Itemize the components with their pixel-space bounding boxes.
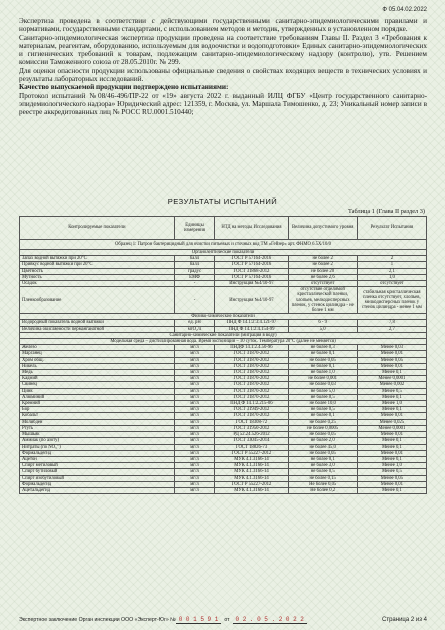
table-cell: не более 0,05: [288, 432, 357, 438]
table-cell: Спирт бутиловый: [20, 469, 175, 475]
table-cell: 1,0: [357, 274, 426, 280]
table-cell: Кобальт: [20, 413, 175, 419]
table-cell: ПНД Ф 14.1:2:4.154-99: [215, 326, 288, 332]
table-cell: Менее 0,05: [357, 475, 426, 481]
table-cell: 6 - 9: [288, 320, 357, 326]
table-cell: ГОСТ 31870-2012: [215, 370, 288, 376]
table-cell: ед. рН: [174, 320, 215, 326]
table-cell: Менее 0,01: [357, 351, 426, 357]
table-header-row: [20, 217, 427, 240]
table-cell: Менее 0,5: [357, 469, 426, 475]
table-cell: не более 0,05: [288, 450, 357, 456]
table-cell: ЕМФ: [174, 274, 215, 280]
table-cell: мгО₂/л: [174, 326, 215, 332]
table-cell: Менее 1,0: [357, 401, 426, 407]
table-cell: не более 2: [288, 256, 357, 262]
table-cell: Ацетальдегид: [20, 487, 175, 493]
table-cell: Менее 0,025: [357, 419, 426, 425]
table-cell: мг/л: [174, 456, 215, 462]
table-cell: Менее 0,03: [357, 345, 426, 351]
footer-label: Экспертное заключение Орган инспекции ООО «Эксперт-Юг» №: [19, 617, 176, 623]
table-cell: мг/л: [174, 444, 215, 450]
table-cell: ГОСТ Р 55227-2012: [215, 481, 288, 487]
table-cell: Менее 0,1: [357, 444, 426, 450]
table-cell: Менее 0,01: [357, 363, 426, 369]
table-cell: не более 0,001: [288, 376, 357, 382]
table-cell: Менее 0,1: [357, 438, 426, 444]
table-cell: ГОСТ 31870-2012: [215, 388, 288, 394]
table-cell: 2,1: [357, 268, 426, 274]
table-cell: ГОСТ 31870-2012: [215, 376, 288, 382]
results-title: РЕЗУЛЬТАТЫ ИСПЫТАНИЙ: [167, 197, 278, 206]
intro-paragraph-3: Для оценки опасности продукции использованы официальные сведения о свойствах входящих веществ в технических условиях и результаты лабораторных исследований.: [19, 66, 427, 84]
table-cell: градус: [174, 268, 215, 274]
table-cell: мг/л: [174, 463, 215, 469]
table-cell: мг/л: [174, 419, 215, 425]
table-cell: мг/л: [174, 407, 215, 413]
table-cell: Хром общ.: [20, 357, 175, 363]
sample-row: [20, 240, 427, 250]
table-cell: отсутствует: [288, 281, 357, 287]
table-cell: мг/л: [174, 370, 215, 376]
table-cell: 2,7: [357, 326, 426, 332]
table-cell: Формальдегид: [20, 481, 175, 487]
table-cell: Водородный показатель водной вытяжки: [20, 320, 175, 326]
table-cell: Нитраты (по NO₃⁻): [20, 444, 175, 450]
quality-heading: Качество выпускаемой продукции подтверждено испытаниями:: [19, 83, 229, 92]
table-cell: Цинк: [20, 388, 175, 394]
table-cell: не более 2,0: [288, 438, 357, 444]
footer-date: 0 2 . 0 5 . 2 0 2 2: [233, 616, 307, 624]
table-cell: Менее 0,01: [357, 432, 426, 438]
table-cell: МУК 4.1.3166-14: [215, 456, 288, 462]
table-cell: 5,0: [288, 326, 357, 332]
table-cell: не более 0,1: [288, 456, 357, 462]
table-cell: ГОСТ 31949-2012: [215, 407, 288, 413]
table-cell: мг/л: [174, 425, 215, 431]
table-row: [20, 287, 427, 314]
table-cell: 2: [357, 256, 426, 262]
table-cell: Менее 0,05: [357, 357, 426, 363]
table-cell: ГОСТ 31870-2012: [215, 363, 288, 369]
intro-paragraph-4: Протокол испытаний №08/46-496/ПР-22 от «19» августа 2022 г. выданный ИЛЦ ФГБУ «Центр государственного санитарно-эпидемиологического надзора» Юридический адрес: 121359, г. Москва, ул. Маршала Тимошенко, д. 23; Уникальный номер записи в реестре аккредитованных лиц № РОСС RU.0001.510440;: [19, 91, 427, 117]
table-cell: мг/л: [174, 345, 215, 351]
header-cell: Единицы измерения: [174, 217, 215, 240]
table-cell: Менее 0,0001: [357, 376, 426, 382]
intro-paragraph-2: Санитарно-эпидемиологическая экспертиза продукции проведена на соответствие требованиям Главы II. Раздел 3 «Требования к материалам, реагентам, оборудованию, используемым для водоочистки и водоподготовки» Единых санитарно-эпидемиологических и гигиенических требований к товарам, подлежащим санитарно-эпидемиологическому надзору (контролю), утв. Решением комиссии Таможенного союза от 28.05.2010г. № 299.: [19, 33, 427, 67]
table-cell: не более 0,05: [288, 357, 357, 363]
table-cell: Кремний: [20, 401, 175, 407]
table-cell: балл: [174, 256, 215, 262]
table-cell: ГОСТ 18826-73: [215, 444, 288, 450]
table-cell: 7,8: [357, 320, 426, 326]
section-title: Органолептические показатели: [20, 250, 427, 256]
section-title: Санитарно-химические показатели (миграция в воду): [20, 332, 427, 338]
table-cell: Менее 0,01: [357, 481, 426, 487]
table-cell: отсутствие отделимой кристаллической пленки, хлопьев, мелкодисперсных пленок, у стенок цилиндра - не более 1 мм: [288, 287, 357, 314]
table-cell: Инструкция №4/10-97: [215, 287, 288, 314]
table-cell: не более 45,0: [288, 444, 357, 450]
header-cell: Контролируемые показатели: [20, 217, 175, 240]
table-cell: не более 0,0005: [288, 425, 357, 431]
table-cell: не более 0,3: [288, 345, 357, 351]
table-cell: балл: [174, 262, 215, 268]
table-cell: Кадмий: [20, 376, 175, 382]
table-cell: Менее 0,1: [357, 370, 426, 376]
table-cell: не более 0,1: [288, 351, 357, 357]
table-cell: МУК 4.1.3166-14: [215, 487, 288, 493]
table-cell: ГОСТ 31870-2012: [215, 382, 288, 388]
table-cell: мг/л: [174, 450, 215, 456]
table-cell: ГОСТ Р 55227-2012: [215, 450, 288, 456]
table-cell: Медь: [20, 370, 175, 376]
table-cell: Менее 1,0: [357, 463, 426, 469]
table-cell: Менее 0,1: [357, 456, 426, 462]
table-cell: МУК 4.1.3166-14: [215, 469, 288, 475]
table-cell: стабильная кристаллическая пленка отсутствует, хлопьев, мелкодисперсных пленок у стенок цилиндра - менее 1 мм: [357, 287, 426, 314]
document-code: Ф 05.04.02.2022: [382, 7, 427, 13]
footer-number: 0 0 1 5 9 1: [176, 616, 222, 624]
table-cell: 1: [357, 262, 426, 268]
table-cell: -: [174, 281, 215, 287]
table-cell: мг/л: [174, 351, 215, 357]
table-cell: не более 0,5: [288, 469, 357, 475]
table-cell: Не более 0,05: [288, 481, 357, 487]
table-cell: мг/л: [174, 475, 215, 481]
table-cell: -: [174, 287, 215, 314]
header-cell: НТД на методы Исследования: [215, 217, 288, 240]
table-cell: ГОСТ 31870-2012: [215, 351, 288, 357]
table-cell: ГОСТ Р 57164-2016: [215, 256, 288, 262]
table-cell: мг/л: [174, 401, 215, 407]
table-cell: ГОСТ 33045-2014: [215, 438, 288, 444]
table-cell: не более 0,03: [288, 382, 357, 388]
table-cell: Молибден: [20, 419, 175, 425]
table-cell: Менее 0,5: [357, 388, 426, 394]
table-cell: не более 0,25: [288, 419, 357, 425]
table-cell: Формальдегид: [20, 450, 175, 456]
table-cell: ГОСТ Р 57164-2016: [215, 274, 288, 280]
table-cell: не более 0,5: [288, 394, 357, 400]
table-cell: Алюминий: [20, 394, 175, 400]
sample-cell: Образец 1: Патрон бактерицидный для очистки питьевых и сточных вод ТМ «Гейзер» арт. ФНМО 6.5X/10/0: [20, 240, 427, 250]
table-cell: не более 3,0: [288, 463, 357, 469]
table-cell: Бор: [20, 407, 175, 413]
table-cell: Менее 0,1: [357, 394, 426, 400]
table-cell: Менее 0,01: [357, 413, 426, 419]
table-cell: Мутность: [20, 274, 175, 280]
section-title: Физико-химические показатели: [20, 314, 427, 320]
table-cell: не более 0,5: [288, 407, 357, 413]
table-cell: Пленкообразование: [20, 287, 175, 314]
table-cell: не более 20: [288, 268, 357, 274]
table-caption: Таблица 1 (Глава II раздел 3): [347, 208, 425, 215]
page-number: Страница 2 из 4: [382, 617, 427, 623]
table-cell: Запах водной вытяжки при 20°С: [20, 256, 175, 262]
table-cell: мг/л: [174, 469, 215, 475]
table-cell: Спирт метиловый: [20, 463, 175, 469]
table-cell: Привкус водной вытяжки при 20°С: [20, 262, 175, 268]
results-table: [19, 216, 427, 494]
table-cell: Железо: [20, 345, 175, 351]
table-cell: мг/л: [174, 394, 215, 400]
table-cell: Мышьяк: [20, 432, 175, 438]
table-cell: мг/л: [174, 388, 215, 394]
table-cell: Марганец: [20, 351, 175, 357]
table-cell: не более 2: [288, 262, 357, 268]
intro-text: [19, 17, 427, 117]
header-cell: Величина допустимого уровня: [288, 217, 357, 240]
table-cell: не более 0,15: [288, 475, 357, 481]
table-cell: не более 0,1: [288, 413, 357, 419]
table-cell: Менее 0,1: [357, 407, 426, 413]
table-cell: мг/л: [174, 438, 215, 444]
table-cell: ГОСТ 18308-72: [215, 419, 288, 425]
table-cell: Не более 0,2: [288, 487, 357, 493]
table-cell: Свинец: [20, 382, 175, 388]
table-cell: Величина окисляемости перманганатной: [20, 326, 175, 332]
table-cell: Спирт изобутиловый: [20, 475, 175, 481]
table-cell: не более 10,0: [288, 401, 357, 407]
table-cell: не более 0,1: [288, 363, 357, 369]
table-cell: МУК 4.1.3166-14: [215, 475, 288, 481]
footer: [19, 616, 427, 624]
table-cell: Инструкция №4/10-97: [215, 281, 288, 287]
table-cell: не более 1,0: [288, 370, 357, 376]
table-cell: ГОСТ 31870-2012: [215, 413, 288, 419]
table-row: [20, 487, 427, 493]
table-cell: мг/л: [174, 357, 215, 363]
table-cell: ГОСТ 31868-2012: [215, 268, 288, 274]
table-cell: ГОСТ Р 57164-2016: [215, 262, 288, 268]
table-cell: РД 52.24.526-2012: [215, 432, 288, 438]
section-subtitle: Модельная среда – дистиллированная вода. Время экспозиции – 10 суток. Температура 20°С (далее не меняется): [20, 339, 427, 345]
table-cell: не более 2,6: [288, 274, 357, 280]
table-cell: мг/л: [174, 481, 215, 487]
table-cell: мг/л: [174, 382, 215, 388]
table-cell: ГОСТ 31950-2012: [215, 425, 288, 431]
table-cell: ПНД Ф 14.1:2.215-06: [215, 401, 288, 407]
table-cell: мг/л: [174, 432, 215, 438]
table-cell: Менее 0,01: [357, 450, 426, 456]
header-cell: Результат Испытания: [357, 217, 426, 240]
table-cell: мг/л: [174, 363, 215, 369]
table-cell: Осадок: [20, 281, 175, 287]
table-cell: Ацетон: [20, 456, 175, 462]
table-cell: ПНД Ф 14.1:2:3:4.121-97: [215, 320, 288, 326]
table-cell: мг/л: [174, 413, 215, 419]
table-cell: Ртуть: [20, 425, 175, 431]
table-cell: мг/л: [174, 487, 215, 493]
table-cell: Менее 0,1: [357, 487, 426, 493]
table-cell: не более 5,0: [288, 388, 357, 394]
table-cell: отсутствует: [357, 281, 426, 287]
table-cell: Цветность: [20, 268, 175, 274]
table-cell: Никель: [20, 363, 175, 369]
table-cell: Аммиак (по азоту): [20, 438, 175, 444]
table-cell: ПНДФ 14.1:2.4.50-96: [215, 345, 288, 351]
footer-label-from: от: [224, 617, 230, 623]
table-cell: Менее 0,002: [357, 382, 426, 388]
table-cell: ГОСТ 31870-2012: [215, 357, 288, 363]
table-cell: мг/л: [174, 376, 215, 382]
table-cell: МУК 4.1.3166-14: [215, 463, 288, 469]
intro-paragraph-1: Экспертиза проведена в соответствии с действующими государственными санитарно-эпидемиологическими правилами и нормативами, государственными стандартами, с использованием методов и методик, утвержденных в установленном порядке.: [19, 17, 427, 34]
table-cell: ГОСТ 31870-2012: [215, 394, 288, 400]
table-cell: Менее 0,0001: [357, 425, 426, 431]
